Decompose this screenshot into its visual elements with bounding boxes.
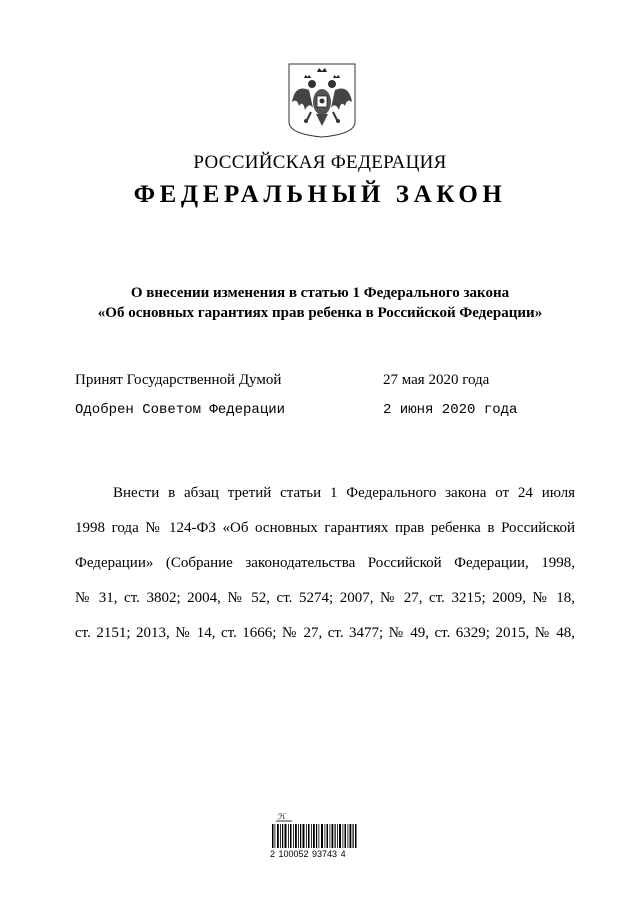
council-label: Одобрен Советом Федерации	[75, 402, 286, 418]
body-line: № 31, ст. 3802; 2004, № 52, ст. 5274; 2007, № 27, ст. 3215; 2009, № 18,	[75, 590, 575, 606]
duma-date: 27 мая 2020 года	[383, 372, 490, 388]
council-approval	[75, 402, 518, 418]
council-date: 2 июня 2020 года	[383, 402, 518, 418]
barcode-icon	[270, 810, 360, 868]
document-type: ФЕДЕРАЛЬНЫЙ ЗАКОН	[133, 181, 507, 208]
barcode-number: 2 100052 93743 4	[270, 849, 346, 859]
body-line: Внести в абзац третий статьи 1 Федерального закона от 24 июля	[113, 485, 575, 501]
law-title-line: «Об основных гарантиях прав ребенка в Российской Федерации»	[97, 305, 543, 321]
body-line: 1998 года № 124-ФЗ «Об основных гарантиях прав ребенка в Российской	[75, 520, 575, 536]
duma-adoption	[75, 372, 490, 389]
law-body	[75, 483, 575, 658]
svg-text:ℋ: ℋ	[278, 812, 286, 821]
body-line: ст. 2151; 2013, № 14, ст. 1666; № 27, ст. 3477; № 49, ст. 6329; 2015, № 48,	[75, 625, 575, 641]
country-name: РОССИЙСКАЯ ФЕДЕРАЦИЯ	[193, 152, 447, 173]
body-line: Федерации» (Собрание законодательства Российской Федерации, 1998,	[75, 555, 575, 571]
coat-of-arms-icon	[287, 62, 357, 138]
law-title	[40, 283, 600, 323]
duma-label: Принят Государственной Думой	[75, 372, 282, 388]
law-title-line: О внесении изменения в статью 1 Федерального закона	[130, 285, 510, 301]
